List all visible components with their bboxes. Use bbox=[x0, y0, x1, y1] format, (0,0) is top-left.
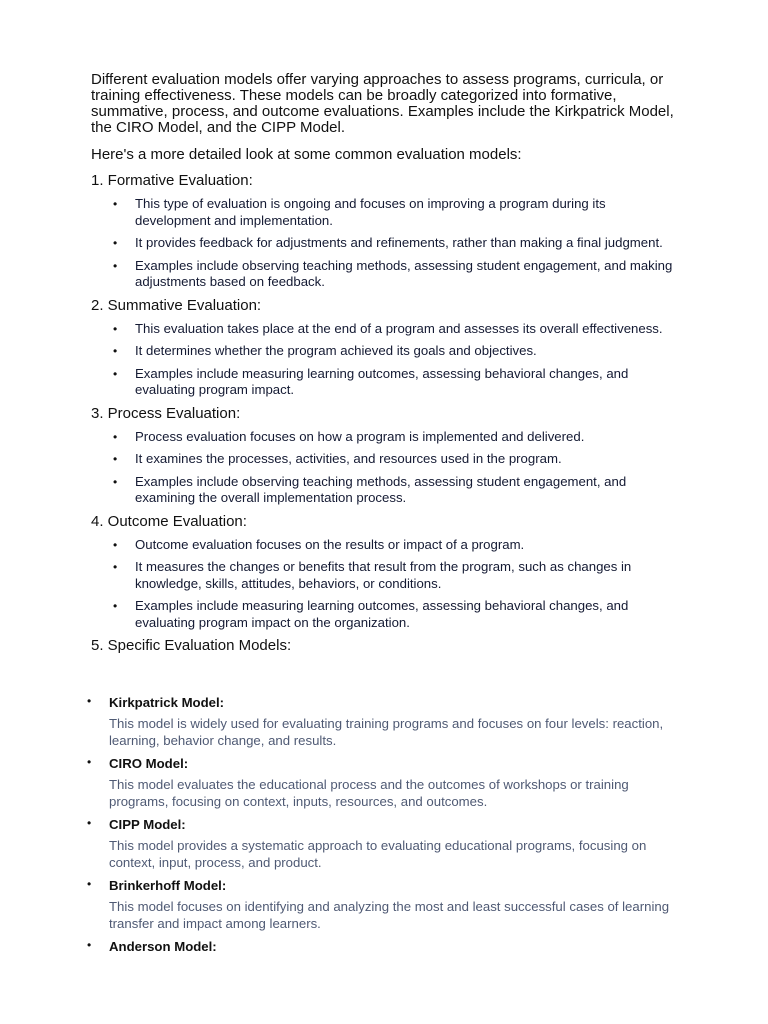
model-item-cipp bbox=[87, 816, 687, 871]
bullet-icon: • bbox=[87, 755, 92, 769]
section-summative bbox=[91, 297, 681, 399]
bullet-icon: • bbox=[87, 877, 92, 891]
document-body bbox=[91, 72, 681, 655]
section-list bbox=[91, 537, 681, 632]
intro-paragraph: Different evaluation models offer varying approaches to assess programs, curricula, or training effectiveness. These models can be broadly categorized into formative, summative, process, and outcome evaluations. Examples include the Kirkpatrick Model, the CIRO Model, and the CIPP Model. bbox=[91, 71, 674, 136]
section-process bbox=[91, 405, 681, 507]
list-item: • Examples include measuring learning outcomes, assessing behavioral changes, and evaluating program impact. bbox=[113, 366, 681, 399]
list-item: • Examples include measuring learning outcomes, assessing behavioral changes, and evaluating program impact on the organization. bbox=[113, 598, 681, 631]
model-item-ciro bbox=[87, 755, 687, 810]
model-name: CIRO Model: bbox=[109, 756, 189, 771]
model-item-anderson bbox=[87, 938, 687, 955]
lead-paragraph: Here's a more detailed look at some common evaluation models: bbox=[91, 146, 522, 163]
section-title: 3. Process Evaluation: bbox=[91, 404, 241, 422]
model-name: CIPP Model: bbox=[109, 817, 186, 832]
list-item: • It examines the processes, activities, and resources used in the program. bbox=[113, 451, 681, 468]
model-item-brinkerhoff bbox=[87, 877, 687, 932]
section-list bbox=[91, 429, 681, 507]
model-name: Brinkerhoff Model: bbox=[109, 878, 227, 893]
model-item-kirkpatrick bbox=[87, 694, 687, 749]
model-description: This model evaluates the educational process and the outcomes of workshops or training programs, focusing on context, inputs, resources, and outcomes. bbox=[109, 777, 629, 809]
list-item: • Examples include observing teaching methods, assessing student engagement, and examining the overall implementation process. bbox=[113, 474, 681, 507]
list-item: • It determines whether the program achieved its goals and objectives. bbox=[113, 343, 681, 360]
section-title: 5. Specific Evaluation Models: bbox=[91, 637, 292, 654]
list-item: • It measures the changes or benefits that result from the program, such as changes in knowledge, skills, attitudes, behaviors, or conditions. bbox=[113, 559, 681, 592]
model-description: This model provides a systematic approach to evaluating educational programs, focusing on context, input, process, and product. bbox=[109, 838, 647, 870]
list-item: • Examples include observing teaching methods, assessing student engagement, and making adjustments based on feedback. bbox=[113, 258, 681, 291]
section-outcome bbox=[91, 513, 681, 632]
model-name: Anderson Model: bbox=[109, 939, 217, 954]
model-list bbox=[87, 694, 687, 961]
bullet-icon: • bbox=[87, 938, 92, 952]
list-item: • Process evaluation focuses on how a program is implemented and delivered. bbox=[113, 429, 681, 446]
model-description: This model is widely used for evaluating training programs and focuses on four levels: reaction, learning, behavior change, and results. bbox=[109, 716, 664, 748]
section-title: 1. Formative Evaluation: bbox=[91, 172, 253, 189]
model-description: This model focuses on identifying and analyzing the most and least successful cases of learning transfer and impact among learners. bbox=[109, 899, 670, 931]
section-list bbox=[91, 196, 681, 291]
model-name: Kirkpatrick Model: bbox=[109, 695, 225, 710]
section-title: 4. Outcome Evaluation: bbox=[91, 512, 247, 530]
bullet-icon: • bbox=[87, 694, 92, 708]
list-item: • This type of evaluation is ongoing and focuses on improving a program during its development and implementation. bbox=[113, 196, 681, 229]
section-title: 2. Summative Evaluation: bbox=[91, 296, 262, 314]
list-item: • It provides feedback for adjustments and refinements, rather than making a final judgment. bbox=[113, 235, 681, 252]
list-item: • Outcome evaluation focuses on the results or impact of a program. bbox=[113, 537, 681, 554]
section-specific-models bbox=[91, 637, 681, 655]
bullet-icon: • bbox=[87, 816, 92, 830]
section-list bbox=[91, 321, 681, 399]
section-formative bbox=[91, 172, 681, 291]
list-item: • This evaluation takes place at the end of a program and assesses its overall effectiveness. bbox=[113, 321, 681, 338]
